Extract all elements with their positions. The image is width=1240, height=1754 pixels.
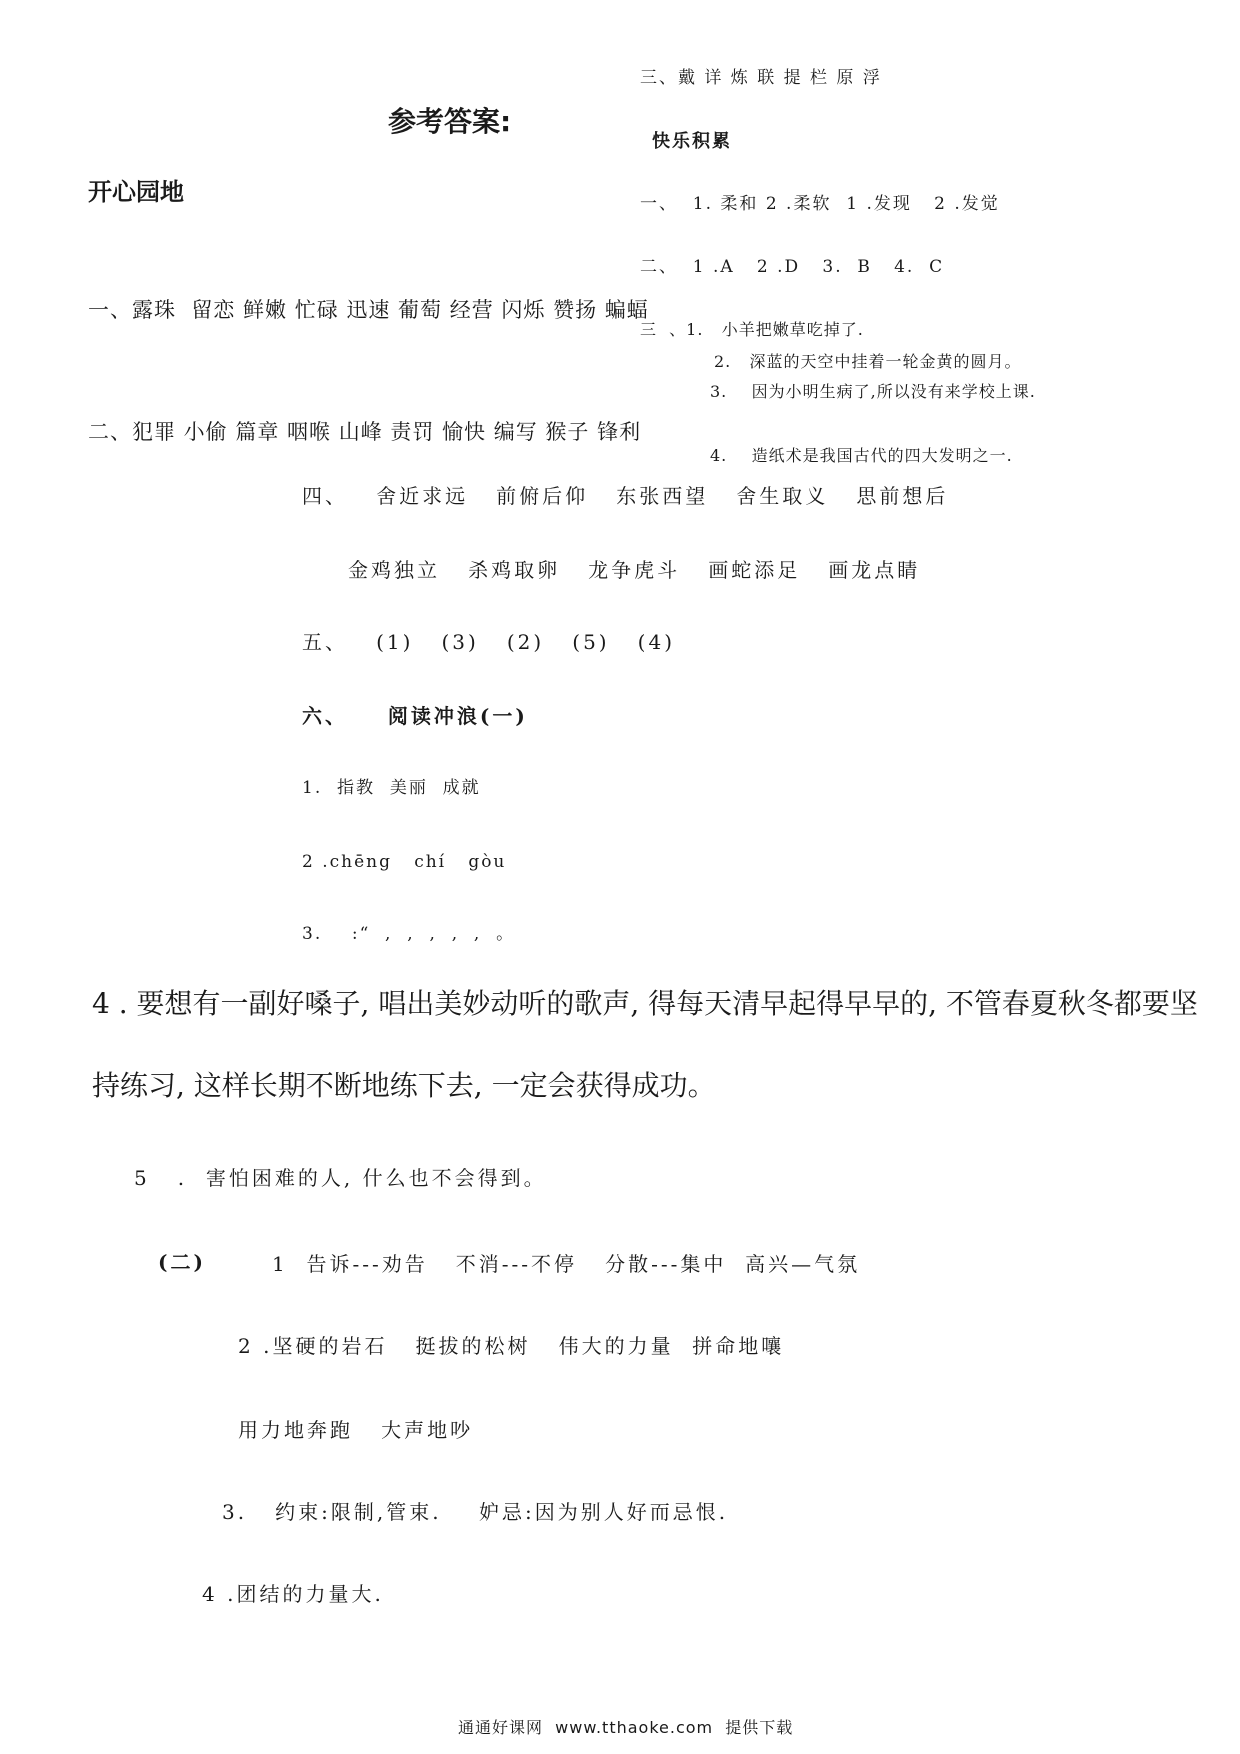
section-kuaile-jilei: 快乐积累 (652, 131, 732, 152)
jilei-q3-3: 3. 因为小明生病了,所以没有来学校上课. (710, 382, 1036, 401)
jilei-q2: 二、 1 .A 2 .D 3. B 4. C (640, 257, 945, 277)
jilei-q3-1: 三 、1. 小羊把嫩草吃掉了. (640, 320, 864, 339)
part2-answer-2a: 2 .坚硬的岩石 挺拔的松树 伟大的力量 拼命地嚷 (238, 1334, 785, 1358)
footer-download-note: 通通好课网 www.tthaoke.com 提供下载 (458, 1718, 794, 1737)
part2-answer-2b: 用力地奔跑 大声地吵 (238, 1418, 474, 1442)
answer-q1-left: 一、露珠 留恋 鲜嫩 忙碌 迅速 葡萄 经营 闪烁 赞扬 蝙蝠 (88, 298, 649, 322)
reading-answer-4-line1: 4 . 要想有一副好嗓子, 唱出美妙动听的歌声, 得每天清早起得早早的, 不管春夏秋冬都要坚 (92, 987, 1198, 1020)
jilei-q3-4: 4. 造纸术是我国古代的四大发明之一. (710, 446, 1013, 465)
section-kaixin-yuandi: 开心园地 (88, 178, 184, 206)
answer-q2-left: 二、犯罪 小偷 篇章 咽喉 山峰 责罚 愉快 编写 猴子 锋利 (88, 420, 642, 444)
reading-answer-1: 1. 指教 美丽 成就 (302, 778, 481, 798)
part2-answer-3: 3. 约束:限制,管束. 妒忌:因为别人好而忌恨. (222, 1500, 729, 1524)
answer-q3-right: 三、戴 详 炼 联 提 栏 原 浮 (640, 68, 882, 88)
reading-part2-marker: (二) (158, 1250, 206, 1274)
reading-answer-2: 2 .chēng chí gòu (302, 852, 507, 872)
answer-q4-line2: 金鸡独立 杀鸡取卵 龙争虎斗 画蛇添足 画龙点睛 (348, 558, 921, 582)
answer-q4-line1: 四、 舍近求远 前俯后仰 东张西望 舍生取义 思前想后 (302, 484, 949, 508)
reading-answer-5: 5 . 害怕困难的人, 什么也不会得到。 (134, 1166, 547, 1190)
page-title: 参考答案: (388, 105, 512, 138)
reading-answer-3: 3. :“ , , , , , 。 (302, 924, 516, 944)
reading-answer-4-line2: 持练习, 这样长期不断地练下去, 一定会获得成功。 (92, 1069, 716, 1102)
jilei-q3-2: 2. 深蓝的天空中挂着一轮金黄的圆月。 (714, 352, 1022, 371)
jilei-q1: 一、 1. 柔和 2 .柔软 1 .发现 2 .发觉 (640, 194, 1000, 214)
part2-answer-1: 1 告诉---劝告 不消---不停 分散---集中 高兴—气氛 (272, 1252, 861, 1276)
reading-section-title: 六、 阅读冲浪(一) (302, 704, 528, 728)
answer-q5: 五、 (1) (3) (2) (5) (4) (302, 630, 676, 654)
part2-answer-4: 4 .团结的力量大. (202, 1582, 384, 1606)
